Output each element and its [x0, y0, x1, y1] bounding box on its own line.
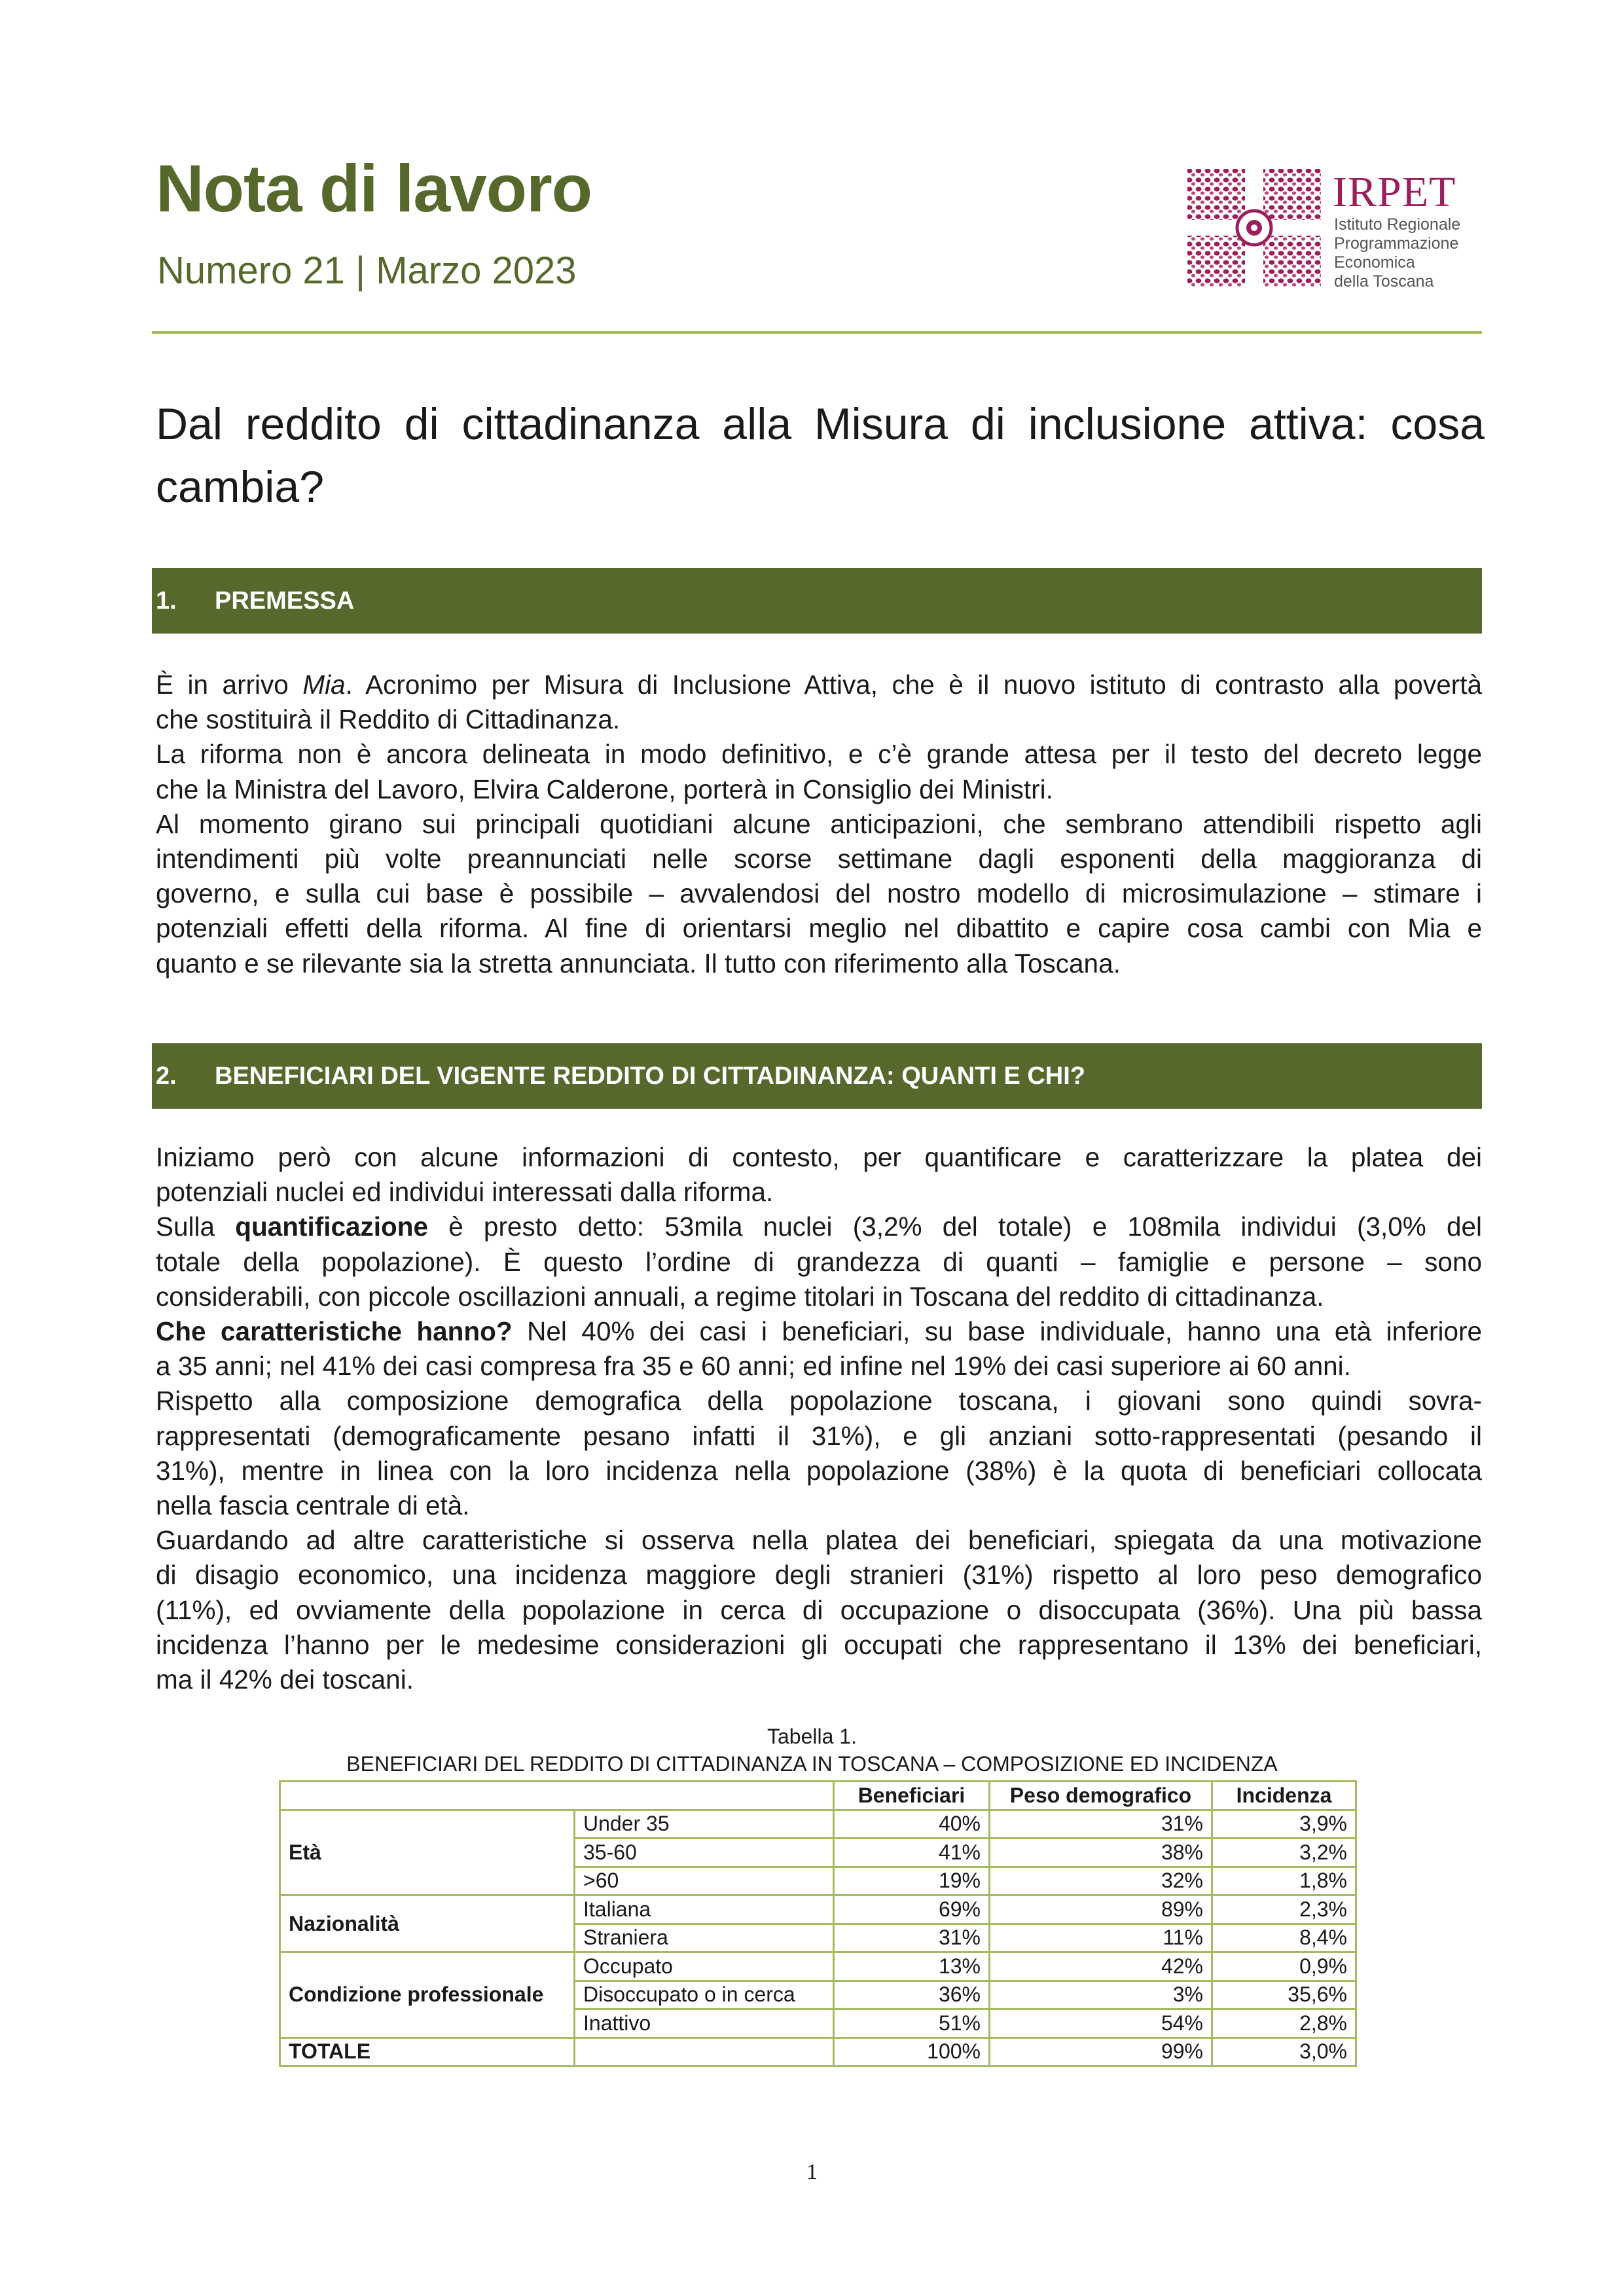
table-cell: 54% — [990, 2009, 1212, 2038]
row-label: Disoccupato o in cerca — [575, 1981, 834, 2009]
table-cell: 3% — [990, 1981, 1212, 2009]
table-header-blank — [280, 1782, 834, 1810]
emphasis-mia: Mia — [302, 670, 346, 700]
table-cell: 3,2% — [1212, 1839, 1356, 1867]
column-header: Beneficiari — [834, 1782, 990, 1810]
section-number: 1. — [156, 586, 177, 615]
table-cell: 42% — [990, 1952, 1212, 1981]
text-line: intendimenti più volte preannunciati nelle scorse settimane dagli esponenti della maggioranza di — [156, 844, 1482, 874]
row-label: Straniera — [575, 1924, 834, 1952]
text-line: Rispetto alla composizione demografica della popolazione toscana, i giovani sono quindi sovra- — [156, 1386, 1482, 1416]
table-cell: 51% — [834, 2009, 990, 2038]
document-title: Nota di lavoro — [156, 151, 592, 226]
table-cell: 13% — [834, 1952, 990, 1981]
row-group-label: Età — [280, 1810, 575, 1895]
logo-wordmark: IRPET — [1333, 168, 1456, 216]
text-line: Iniziamo però con alcune informazioni di contesto, per quantificare e caratterizzare la platea dei — [156, 1142, 1482, 1172]
text-line: totale della popolazione). È questo l’ordine di grandezza di quanti – famiglie e persone – sono — [156, 1246, 1482, 1277]
section-title: BENEFICIARI DEL VIGENTE REDDITO DI CITTADINANZA: QUANTI E CHI? — [215, 1062, 1086, 1090]
text-line: Guardando ad altre caratteristiche si osserva nella platea dei beneficiari, spiegata da una motivazione — [156, 1525, 1482, 1556]
text-line: che la Ministra del Lavoro, Elvira Calderone, porterà in Consiglio dei Ministri. — [156, 774, 1053, 804]
table-caption-label: Tabella 1. — [767, 1725, 857, 1748]
table-row — [280, 1810, 1356, 1839]
section-2-body — [156, 1140, 1482, 1697]
row-label: >60 — [575, 1867, 834, 1895]
table-header-row — [280, 1782, 1356, 1810]
logo-line: della Toscana — [1334, 272, 1434, 291]
table-cell: 2,3% — [1212, 1895, 1356, 1924]
text-line: incidenza l’hanno per le medesime considerazioni gli occupati che rappresentano il 13% dei beneficiari, — [156, 1629, 1482, 1660]
row-group-label: Nazionalità — [280, 1895, 575, 1952]
table-cell: 41% — [834, 1839, 990, 1867]
text-line: nella fascia centrale di età. — [156, 1490, 470, 1521]
row-label — [575, 2037, 834, 2066]
row-label: Italiana — [575, 1895, 834, 1924]
page-number: 1 — [806, 2160, 818, 2184]
table-cell: 99% — [990, 2037, 1212, 2066]
section-number: 2. — [156, 1062, 177, 1090]
row-group-label: Condizione professionale — [280, 1952, 575, 2038]
section-1-body — [156, 668, 1482, 981]
text-line: Che caratteristiche hanno? Nel 40% dei casi i beneficiari, su base individuale, hanno una età inferiore — [156, 1316, 1482, 1347]
text-line: La riforma non è ancora delineata in modo definitivo, e c’è grande attesa per il testo del decreto legge — [156, 739, 1482, 770]
table-cell: 19% — [834, 1867, 990, 1895]
table-cell: 31% — [834, 1924, 990, 1952]
beneficiari-table — [279, 1780, 1357, 2067]
table-cell: 8,4% — [1212, 1924, 1356, 1952]
table-cell: 69% — [834, 1895, 990, 1924]
section-title: PREMESSA — [215, 586, 355, 615]
text-line: a 35 anni; nel 41% dei casi compresa fra 35 e 60 anni; ed infine nel 19% dei casi superiore ai 60 anni. — [156, 1351, 1351, 1382]
table-row — [280, 1952, 1356, 1981]
table-cell: 38% — [990, 1839, 1212, 1867]
document-issue: Numero 21 | Marzo 2023 — [157, 249, 577, 292]
table-cell: 2,8% — [1212, 2009, 1356, 2038]
text-line: governo, e sulla cui base è possibile – avvalendosi del nostro modello di microsimulazione – stimare i — [156, 878, 1482, 909]
text-line: È in arrivo Mia. Acronimo per Misura di Inclusione Attiva, che è il nuovo istituto di contrasto alla povertà — [156, 670, 1482, 700]
table-cell: 36% — [834, 1981, 990, 2009]
main-title: Dal reddito di cittadinanza alla Misura di inclusione attiva: cosa cambia? — [156, 399, 1485, 512]
emphasis-caratteristiche: Che caratteristiche hanno? — [156, 1316, 513, 1347]
text-line: potenziali nuclei ed individui interessati dalla riforma. — [156, 1177, 774, 1208]
emphasis-quantificazione: quantificazione — [235, 1211, 429, 1242]
text-line: quanto e se rilevante sia la stretta annunciata. Il tutto con riferimento alla Toscana. — [156, 948, 1121, 978]
text-line: rappresentati (demograficamente pesano infatti il 31%), e gli anziani sotto-rappresentati (pesando il — [156, 1420, 1482, 1451]
table-cell: 89% — [990, 1895, 1212, 1924]
row-label: Occupato — [575, 1952, 834, 1981]
irpet-logo — [1186, 168, 1487, 291]
table-row — [280, 1895, 1356, 1924]
table-caption-title: BENEFICIARI DEL REDDITO DI CITTADINANZA IN TOSCANA – COMPOSIZIONE ED INCIDENZA — [346, 1752, 1278, 1776]
logo-line: Programmazione — [1334, 234, 1459, 253]
text-line: Al momento girano sui principali quotidiani alcune anticipazioni, che sembrano attendibili rispetto agli — [156, 808, 1482, 839]
text-line: ma il 42% dei toscani. — [156, 1664, 414, 1695]
text-line: potenziali effetti della riforma. Al fine di orientarsi meglio nel dibattito e capire cosa cambi con Mia e — [156, 913, 1482, 944]
table-cell: 11% — [990, 1924, 1212, 1952]
row-label: 35-60 — [575, 1839, 834, 1867]
text-line: che sostituirà il Reddito di Cittadinanza. — [156, 704, 621, 735]
row-label: Under 35 — [575, 1810, 834, 1839]
logo-line: Istituto Regionale — [1334, 215, 1461, 234]
column-header: Incidenza — [1212, 1782, 1356, 1810]
logo-line: Economica — [1334, 253, 1415, 272]
row-group-label: TOTALE — [280, 2037, 575, 2066]
table-cell: 100% — [834, 2037, 990, 2066]
table-cell: 1,8% — [1212, 1867, 1356, 1895]
table-cell: 3,9% — [1212, 1810, 1356, 1839]
row-label: Inattivo — [575, 2009, 834, 2038]
text-line: (11%), ed ovviamente della popolazione in cerca di occupazione o disoccupata (36%). Una più bassa — [156, 1594, 1482, 1625]
text-line: considerabili, con piccole oscillazioni annuali, a regime titolari in Toscana del reddito di cittadinanza. — [156, 1281, 1324, 1312]
column-header: Peso demografico — [990, 1782, 1212, 1810]
irpet-logo-mark-icon — [1186, 168, 1324, 288]
table-cell: 40% — [834, 1810, 990, 1839]
text-line: Sulla quantificazione è presto detto: 53mila nuclei (3,2% del totale) e 108mila individui (3,0% del — [156, 1211, 1482, 1242]
section-heading-premessa — [152, 568, 1482, 634]
text-line: di disagio economico, una incidenza maggiore degli stranieri (31%) rispetto al loro peso demografico — [156, 1560, 1482, 1590]
header-divider — [152, 331, 1482, 334]
table-cell: 3,0% — [1212, 2037, 1356, 2066]
table-total-row — [280, 2037, 1356, 2066]
table-cell: 32% — [990, 1867, 1212, 1895]
table-cell: 0,9% — [1212, 1952, 1356, 1981]
table-cell: 35,6% — [1212, 1981, 1356, 2009]
table-cell: 31% — [990, 1810, 1212, 1839]
section-heading-beneficiari — [152, 1043, 1482, 1109]
text-line: 31%), mentre in linea con la loro incidenza nella popolazione (38%) è la quota di beneficiari collocata — [156, 1455, 1482, 1486]
